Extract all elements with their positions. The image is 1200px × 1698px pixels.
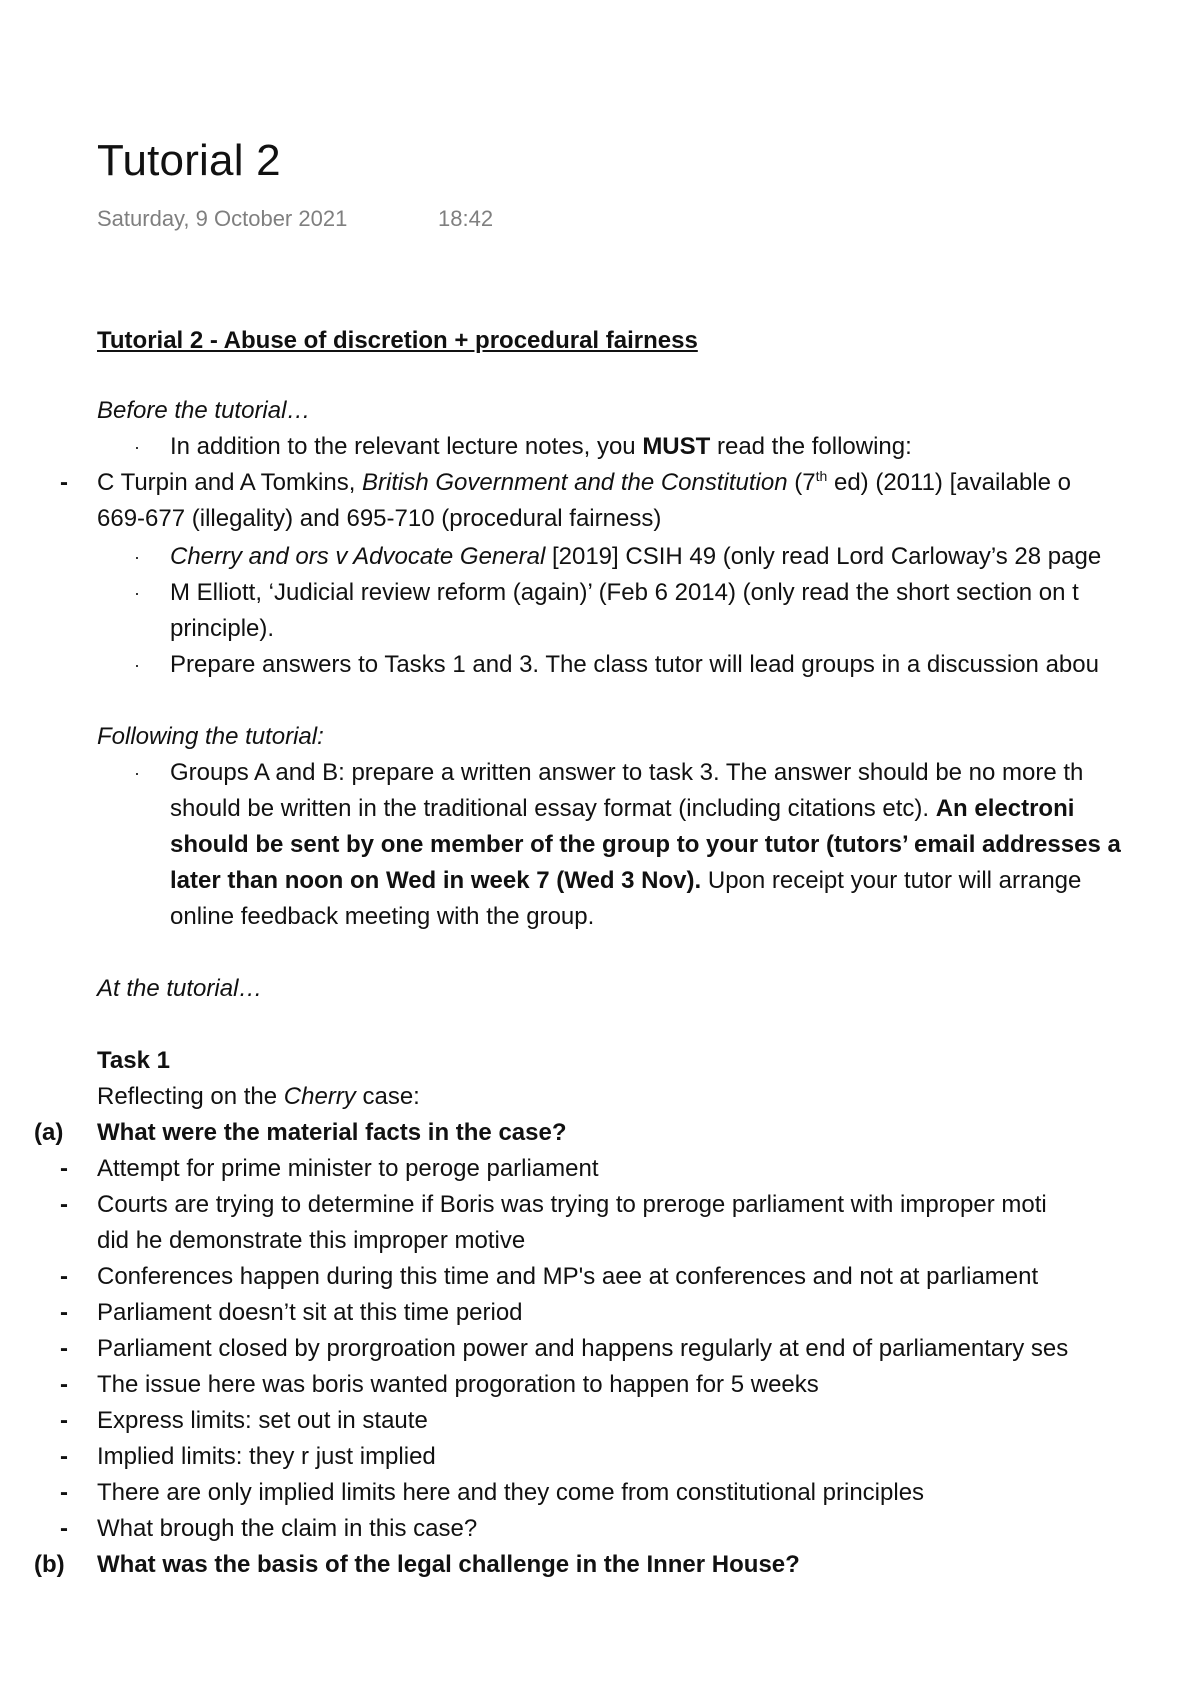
following-line-2: should be written in the traditional essay format (including citations etc). An electroni: [170, 795, 1075, 822]
dash-marker: -: [60, 1335, 68, 1362]
time-stamp: 18:42: [438, 206, 494, 231]
note-item: The issue here was boris wanted progoration to happen for 5 weeks: [97, 1371, 819, 1398]
following-line-3: should be sent by one member of the group to your tutor (tutors’ email addresses a: [170, 831, 1121, 858]
reading-turpin: C Turpin and A Tomkins, British Government and the Constitution (7th ed) (2011) [available o: [97, 468, 1071, 496]
note-item: Conferences happen during this time and MP's aee at conferences and not at parliament: [97, 1263, 1039, 1290]
bullet-marker: ·: [134, 547, 140, 567]
dash-marker: -: [60, 1371, 68, 1398]
reading-cherry: Cherry and ors v Advocate General [2019] CSIH 49 (only read Lord Carloway’s 28 page: [170, 543, 1102, 570]
note-item: There are only implied limits here and they come from constitutional principles: [97, 1479, 925, 1506]
dash-marker: -: [60, 1299, 68, 1326]
dash-marker: -: [60, 1443, 68, 1470]
note-item: Parliament closed by prorgroation power and happens regularly at end of parliamentary ses: [97, 1335, 1069, 1362]
bullet-marker: ·: [134, 583, 140, 603]
dash-marker: -: [60, 1515, 68, 1542]
dash-marker: -: [60, 1191, 68, 1218]
question-label: (b): [34, 1551, 65, 1578]
reading-elliott: M Elliott, ‘Judicial review reform (again)’ (Feb 6 2014) (only read the short section on t: [170, 579, 1079, 606]
section-heading: Tutorial 2 - Abuse of discretion + procedural fairness: [97, 327, 698, 354]
question-label: (a): [34, 1119, 64, 1146]
dash-marker: -: [60, 1479, 68, 1506]
following-line-4: later than noon on Wed in week 7 (Wed 3 Nov). Upon receipt your tutor will arrange: [170, 867, 1082, 894]
dash-marker: -: [60, 1155, 68, 1182]
bullet-marker: ·: [134, 437, 140, 457]
note-item: Parliament doesn’t sit at this time period: [97, 1299, 523, 1326]
task1-intro: Reflecting on the Cherry case:: [97, 1083, 420, 1110]
date-stamp: Saturday, 9 October 2021: [97, 206, 348, 231]
prepare-answers: Prepare answers to Tasks 1 and 3. The class tutor will lead groups in a discussion abou: [170, 651, 1099, 678]
reading-intro: In addition to the relevant lecture notes, you MUST read the following:: [170, 433, 912, 460]
before-label: Before the tutorial…: [97, 397, 311, 424]
at-label: At the tutorial…: [97, 975, 263, 1002]
page-title: Tutorial 2: [97, 136, 281, 185]
dash-marker: -: [60, 469, 68, 496]
following-line-1: Groups A and B: prepare a written answer to task 3. The answer should be no more th: [170, 759, 1084, 786]
bullet-marker: ·: [134, 763, 140, 783]
following-line-5: online feedback meeting with the group.: [170, 903, 595, 930]
note-item: Attempt for prime minister to peroge parliament: [97, 1155, 599, 1182]
reading-elliott-cont: principle).: [170, 615, 275, 642]
question-a: What were the material facts in the case?: [97, 1119, 567, 1146]
note-item: What brough the claim in this case?: [97, 1515, 478, 1542]
note-item: Courts are trying to determine if Boris was trying to preroge parliament with improper moti: [97, 1191, 1047, 1218]
dash-marker: -: [60, 1407, 68, 1434]
note-item-cont: did he demonstrate this improper motive: [97, 1227, 526, 1254]
bullet-marker: ·: [134, 655, 140, 675]
following-label: Following the tutorial:: [97, 723, 324, 750]
reading-turpin-cont: 669-677 (illegality) and 695-710 (procedural fairness): [97, 505, 662, 532]
note-item: Express limits: set out in staute: [97, 1407, 428, 1434]
dash-marker: -: [60, 1263, 68, 1290]
question-b: What was the basis of the legal challenge in the Inner House?: [97, 1551, 800, 1578]
note-item: Implied limits: they r just implied: [97, 1443, 436, 1470]
task1-title: Task 1: [97, 1047, 170, 1074]
